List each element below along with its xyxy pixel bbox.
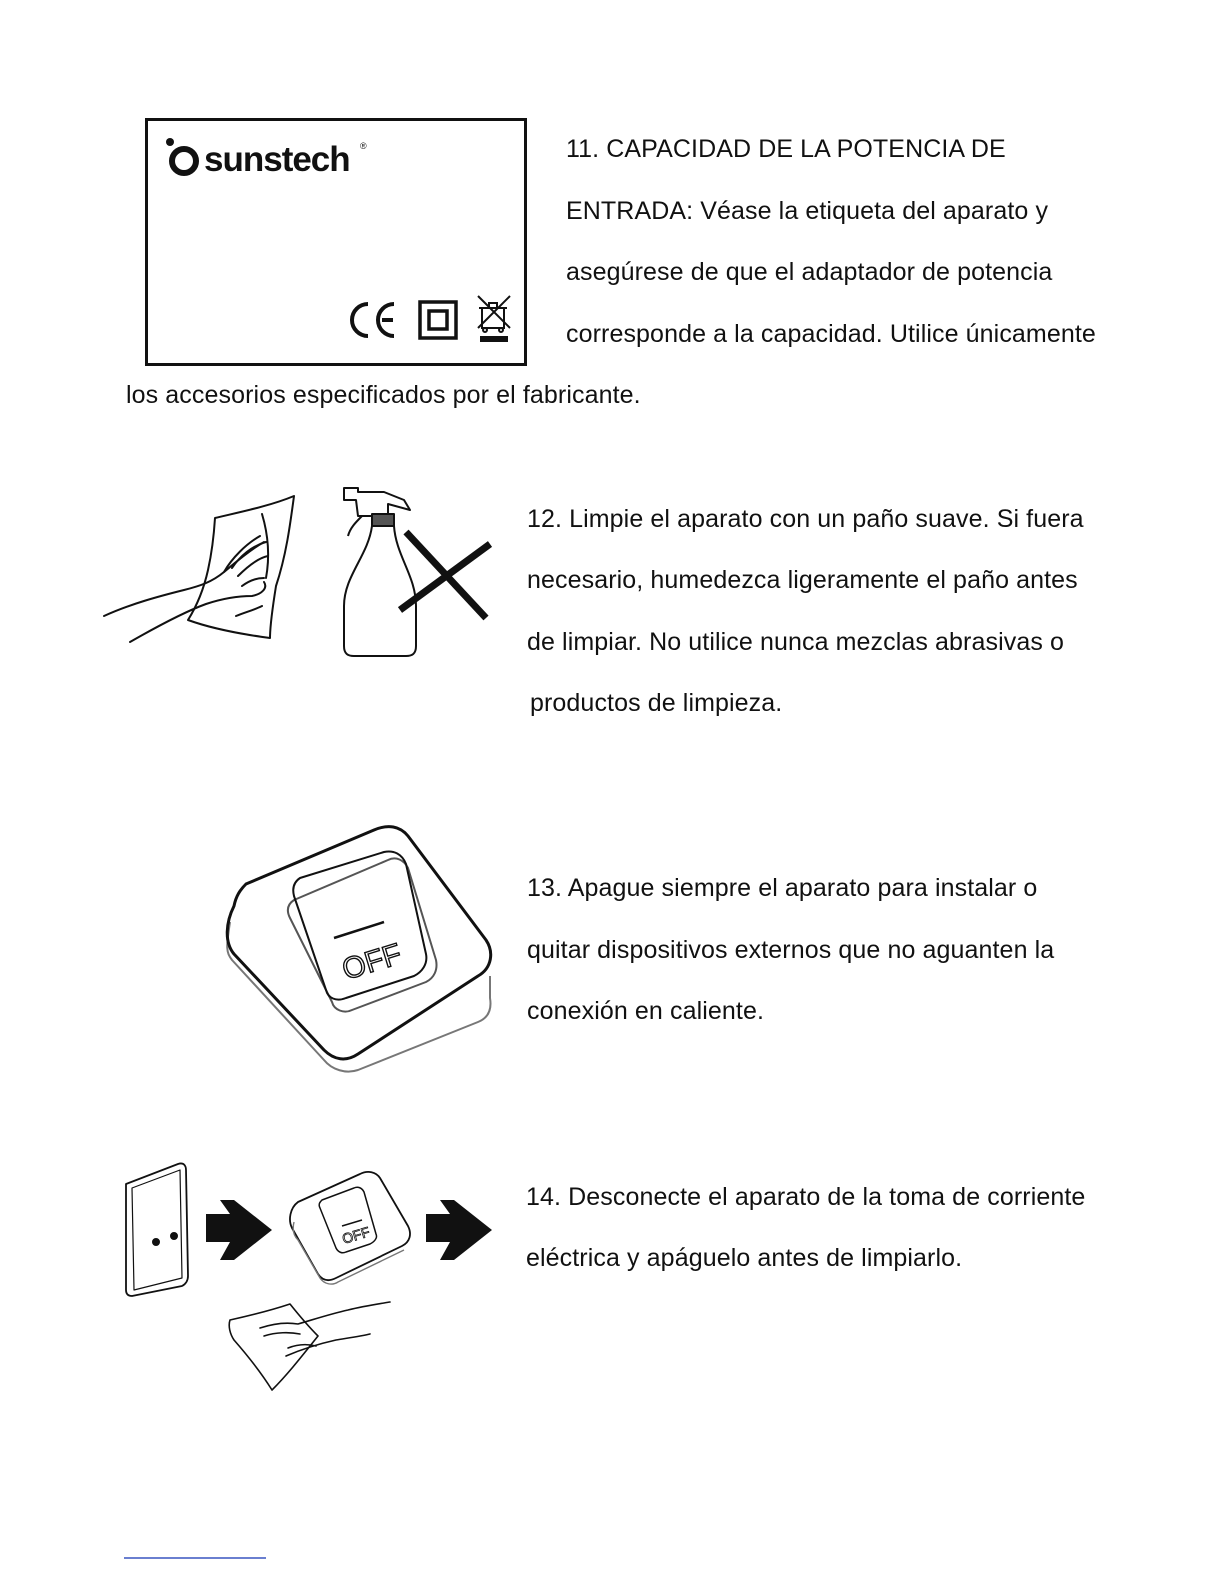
section12-line-2: necesario, humedezca ligeramente el paño antes: [527, 566, 1078, 594]
small-switch-off-label: OFF: [340, 1223, 372, 1247]
hand-wiping-cloth-icon: [100, 486, 305, 646]
section11-line-5: los accesorios especificados por el fabricante.: [126, 381, 641, 409]
wall-socket-icon: [126, 1163, 188, 1296]
arrow-right-icon: [206, 1200, 272, 1260]
brand-name: sunstech: [204, 140, 350, 179]
svg-text:®: ®: [360, 141, 367, 151]
arrow-right-icon: [426, 1200, 492, 1260]
section13-line-3: conexión en caliente.: [527, 997, 764, 1025]
section12-line-1: 12. Limpie el aparato con un paño suave. Si fuera: [527, 505, 1084, 533]
section11-line-4: corresponde a la capacidad. Utilice únicamente: [566, 320, 1096, 348]
prohibited-cross-icon: [400, 532, 490, 618]
section11-line-2: ENTRADA: Véase la etiqueta del aparato y: [566, 197, 1049, 225]
section13-line-2: quitar dispositivos externos que no aguanten la: [527, 936, 1055, 964]
off-switch-icon: [222, 822, 498, 1078]
unplug-switch-off-clean-sequence: [122, 1160, 498, 1398]
spray-bottle-icon: [338, 486, 498, 658]
section13-line-1: 13. Apague siempre el aparato para instalar o: [527, 874, 1038, 902]
section14-line-2: eléctrica y apáguelo antes de limpiarlo.: [526, 1244, 963, 1272]
certification-marks: [348, 290, 518, 348]
section14-line-1: 14. Desconecte el aparato de la toma de corriente: [526, 1183, 1086, 1211]
weee-bin-icon: [478, 296, 510, 342]
footer-separator: [124, 1557, 266, 1559]
section11-line-3: asegúrese de que el adaptador de potencia: [566, 258, 1053, 286]
section12-line-4: productos de limpieza.: [530, 689, 783, 717]
section11-line-1: 11. CAPACIDAD DE LA POTENCIA DE: [566, 135, 1006, 163]
sunstech-logo: [162, 135, 392, 185]
hand-wiping-icon: [229, 1302, 390, 1390]
section12-line-3: de limpiar. No utilice nunca mezclas abrasivas o: [527, 628, 1064, 656]
ce-mark-icon: [352, 304, 394, 336]
double-insulation-icon: [420, 302, 456, 338]
switch-off-label: OFF: [338, 937, 406, 987]
